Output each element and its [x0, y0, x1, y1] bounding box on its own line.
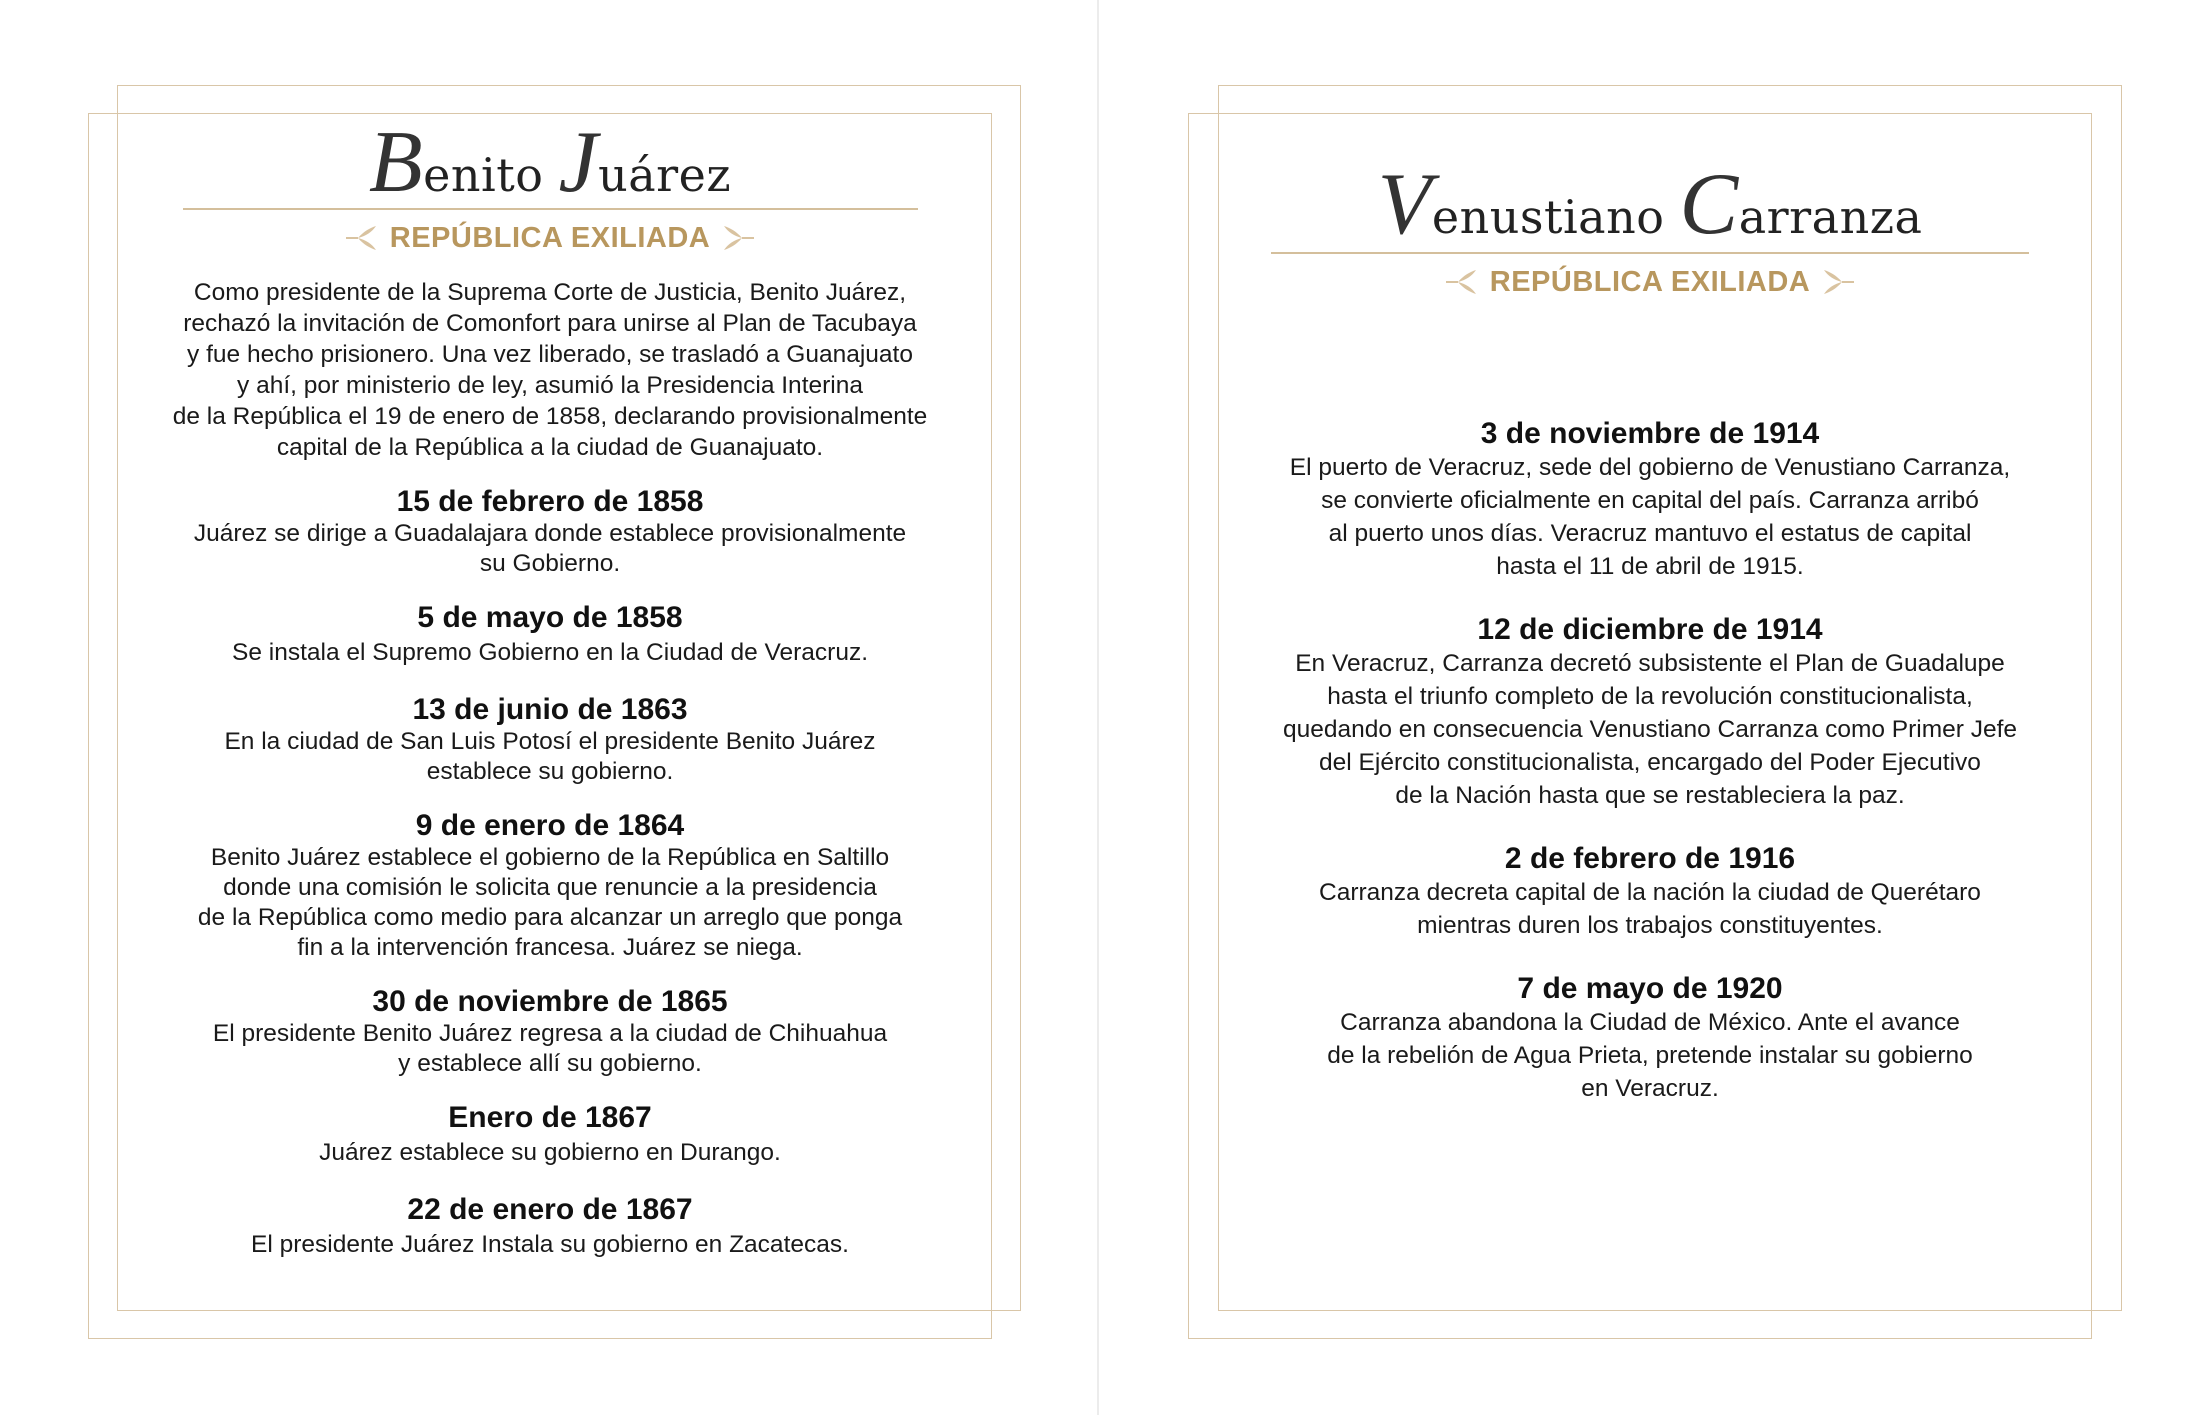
title-rule: [183, 208, 918, 210]
title-initial: B: [368, 114, 424, 211]
event-text: En la ciudad de San Luis Potosí el presidente Benito Juárez establece su gobierno.: [224, 727, 876, 785]
event-text: El puerto de Veracruz, sede del gobierno de Venustiano Carranza, se convierte oficialmente en capital del país. Carranza arribó al puerto unos días. Veracruz mantuvo el estatus de capital hasta el 11 de abril de 1915.: [1289, 453, 2011, 580]
subtitle-row: [1210, 266, 2090, 299]
event-date: 30 de noviembre de 1865: [372, 984, 728, 1018]
flourish-right-icon: [720, 223, 756, 253]
left-title: [110, 114, 990, 211]
event-text: Carranza decreta capital de la nación la ciudad de Querétaro mientras duren los trabajos constituyentes.: [1319, 878, 1981, 939]
flourish-left-icon: [344, 223, 380, 253]
title-text: enito: [423, 148, 559, 202]
event-date: 15 de febrero de 1858: [396, 484, 704, 518]
title-text: arranza: [1738, 190, 1923, 244]
subtitle: REPÚBLICA EXILIADA: [389, 221, 711, 254]
event-date: 13 de junio de 1863: [412, 692, 688, 726]
title-initial: J: [558, 114, 599, 211]
title-initial: V: [1377, 156, 1432, 253]
event-item: [110, 693, 990, 787]
intro-paragraph: Como presidente de la Suprema Corte de Justicia, Benito Juárez, rechazó la invitación de Comonfort para unirse al Plan de Tacubaya y fue hecho prisionero. Una vez liberado, se trasladó a Guanajuato y ahí, por ministerio de ley, asumió la Presidencia Interina de la República el 19 de enero de 1858, declarando provisionalmente capital de la República a la ciudad de Guanajuato.: [172, 278, 928, 461]
title-text: uárez: [598, 148, 732, 202]
subtitle: REPÚBLICA EXILIADA: [1489, 265, 1811, 298]
title-text: enustiano: [1431, 190, 1680, 244]
event-text: El presidente Juárez Instala su gobierno en Zacatecas.: [251, 1230, 849, 1258]
event-text: El presidente Benito Juárez regresa a la ciudad de Chihuahua y establece allí su gobierno.: [212, 1019, 888, 1077]
event-text: Se instala el Supremo Gobierno en la Ciudad de Veracruz.: [231, 638, 869, 666]
flourish-right-icon: [1820, 267, 1856, 297]
event-item: [110, 1101, 990, 1171]
event-date: Enero de 1867: [448, 1100, 652, 1134]
page-spine: [1097, 0, 1099, 1415]
left-card: [110, 114, 990, 1263]
event-text: Benito Juárez establece el gobierno de la República en Saltillo donde una comisión le solicita que renuncie a la presidencia de la República como medio para alcanzar un arreglo que ponga fin a la intervención francesa. Juárez se niega.: [197, 843, 903, 961]
event-text: Carranza abandona la Ciudad de México. Ante el avance de la rebelión de Agua Prieta, pretende instalar su gobierno en Veracruz.: [1327, 1008, 1973, 1102]
event-text: Juárez establece su gobierno en Durango.: [319, 1138, 781, 1166]
subtitle-row: [110, 222, 990, 255]
right-card: [1210, 156, 2090, 1105]
event-date: 7 de mayo de 1920: [1517, 971, 1783, 1005]
event-date: 9 de enero de 1864: [415, 808, 685, 842]
flourish-left-icon: [1444, 267, 1480, 297]
event-text: Juárez se dirige a Guadalajara donde establece provisionalmente su Gobierno.: [193, 519, 907, 577]
event-date: 2 de febrero de 1916: [1504, 841, 1796, 875]
event-date: 22 de enero de 1867: [407, 1192, 693, 1226]
event-date: 12 de diciembre de 1914: [1477, 612, 1823, 646]
event-item: [110, 601, 990, 671]
event-item: [110, 985, 990, 1079]
event-item: [1210, 842, 2090, 942]
event-item: [1210, 417, 2090, 583]
event-item: [110, 809, 990, 963]
event-item: [110, 1193, 990, 1263]
right-title: [1210, 156, 2090, 253]
title-initial: C: [1679, 156, 1739, 253]
event-item: [110, 485, 990, 579]
event-item: [1210, 613, 2090, 812]
event-item: [1210, 972, 2090, 1105]
event-date: 5 de mayo de 1858: [417, 600, 683, 634]
event-date: 3 de noviembre de 1914: [1480, 416, 1820, 450]
event-text: En Veracruz, Carranza decretó subsistente el Plan de Guadalupe hasta el triunfo completo de la revolución constitucionalista, quedando en consecuencia Venustiano Carranza como Primer Jefe del Ejército constitucionalista, encargado del Poder Ejecutivo de la Nación hasta que se restableciera la paz.: [1282, 649, 2018, 809]
